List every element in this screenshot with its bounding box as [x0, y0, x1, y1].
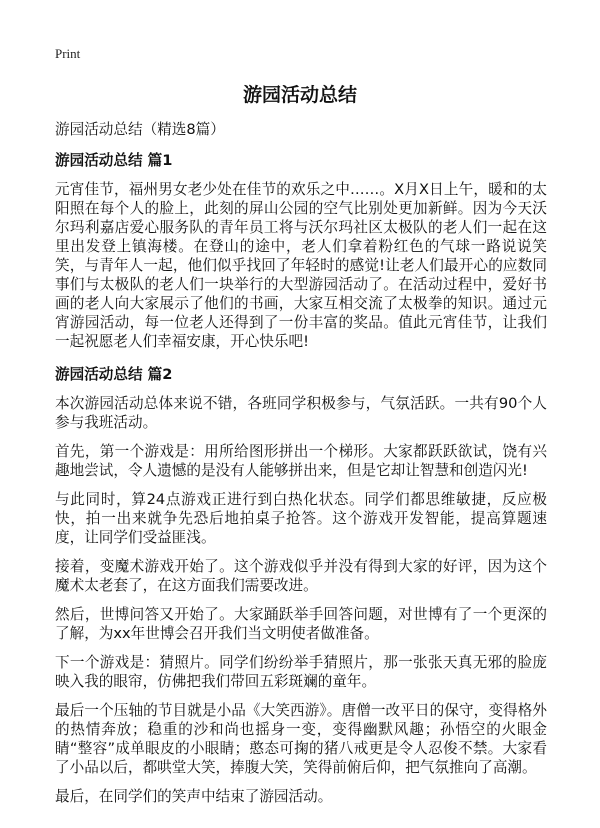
paragraph: 然后，世博问答又开始了。大家踊跃举手回答问题，对世博有了一个更深的了解，为xx年世博会召开我们当文明使者做准备。 [55, 606, 547, 642]
paragraph: 最后，在同学们的笑声中结束了游园活动。 [55, 788, 333, 805]
paragraph: 与此同时，算24点游戏正进行到白热化状态。同学们都思维敏捷，反应极快，拍一出来就争先恐后地拍桌子抢答。这个游戏开发智能，提高算题速度，让同学们受益匪浅。 [55, 491, 547, 546]
section-heading: 游园活动总结 篇1 [55, 152, 173, 169]
section-heading: 游园活动总结 篇2 [55, 366, 173, 383]
paragraph: 本次游园活动总体来说不错，各班同学积极参与，气氛活跃。一共有90个人参与我班活动。 [55, 395, 547, 431]
print-link[interactable]: Print [55, 46, 81, 61]
document-body [55, 120, 547, 816]
paragraph: 最后一个压轴的节目就是小品《大笑西游》。唐僧一改平日的保守，变得格外的热情奔放；稳重的沙和尚也摇身一变，变得幽默风趣；孙悟空的火眼金睛“整容”成单眼皮的小眼睛；憨态可掬的猪八戒更是令人忍俊不禁。大家看了小品以后，都哄堂大笑，捧腹大笑，笑得前俯后仰，把气氛推向了高潮。 [55, 702, 547, 776]
document-subtitle: 游园活动总结（精选8篇） [55, 121, 225, 138]
paragraph: 首先，第一个游戏是：用所给图形拼出一个梯形。大家都跃跃欲试，饶有兴趣地尝试，令人遗憾的是没有人能够拼出来，但是它却让智慧和创造闪光! [55, 443, 547, 479]
paragraph: 下一个游戏是：猜照片。同学们纷纷举手猜照片，那一张张天真无邪的脸庞映入我的眼帘，仿佛把我们带回五彩斑斓的童年。 [55, 654, 547, 690]
paragraph: 接着，变魔术游戏开始了。这个游戏似乎并没有得到大家的好评，因为这个魔术太老套了，在这方面我们需要改进。 [55, 558, 547, 594]
page-title: 游园活动总结 [242, 84, 357, 106]
paragraph: 元宵佳节，福州男女老少处在佳节的欢乐之中……。X月X日上午，暖和的太阳照在每个人的脸上，此刻的屏山公园的空气比别处更加新鲜。因为今天沃尔玛利嘉店爱心服务队的青年员工将与沃尔玛社区太极队的老人们一起在这里出发登上镇海楼。在登山的途中，老人们拿着粉红色的气球一路说说笑笑，与青年人一起，他们似乎找回了年轻时的感觉!让老人们最开心的应数同事们与太极队的老人们一块举行的大型游园活动了。在活动过程中，爱好书画的老人向大家展示了他们的书画，大家互相交流了太极拳的知识。通过元宵游园活动，每一位老人还得到了一份丰富的奖品。值此元宵佳节，让我们一起祝愿老人们幸福安康，开心快乐吧! [55, 181, 547, 350]
